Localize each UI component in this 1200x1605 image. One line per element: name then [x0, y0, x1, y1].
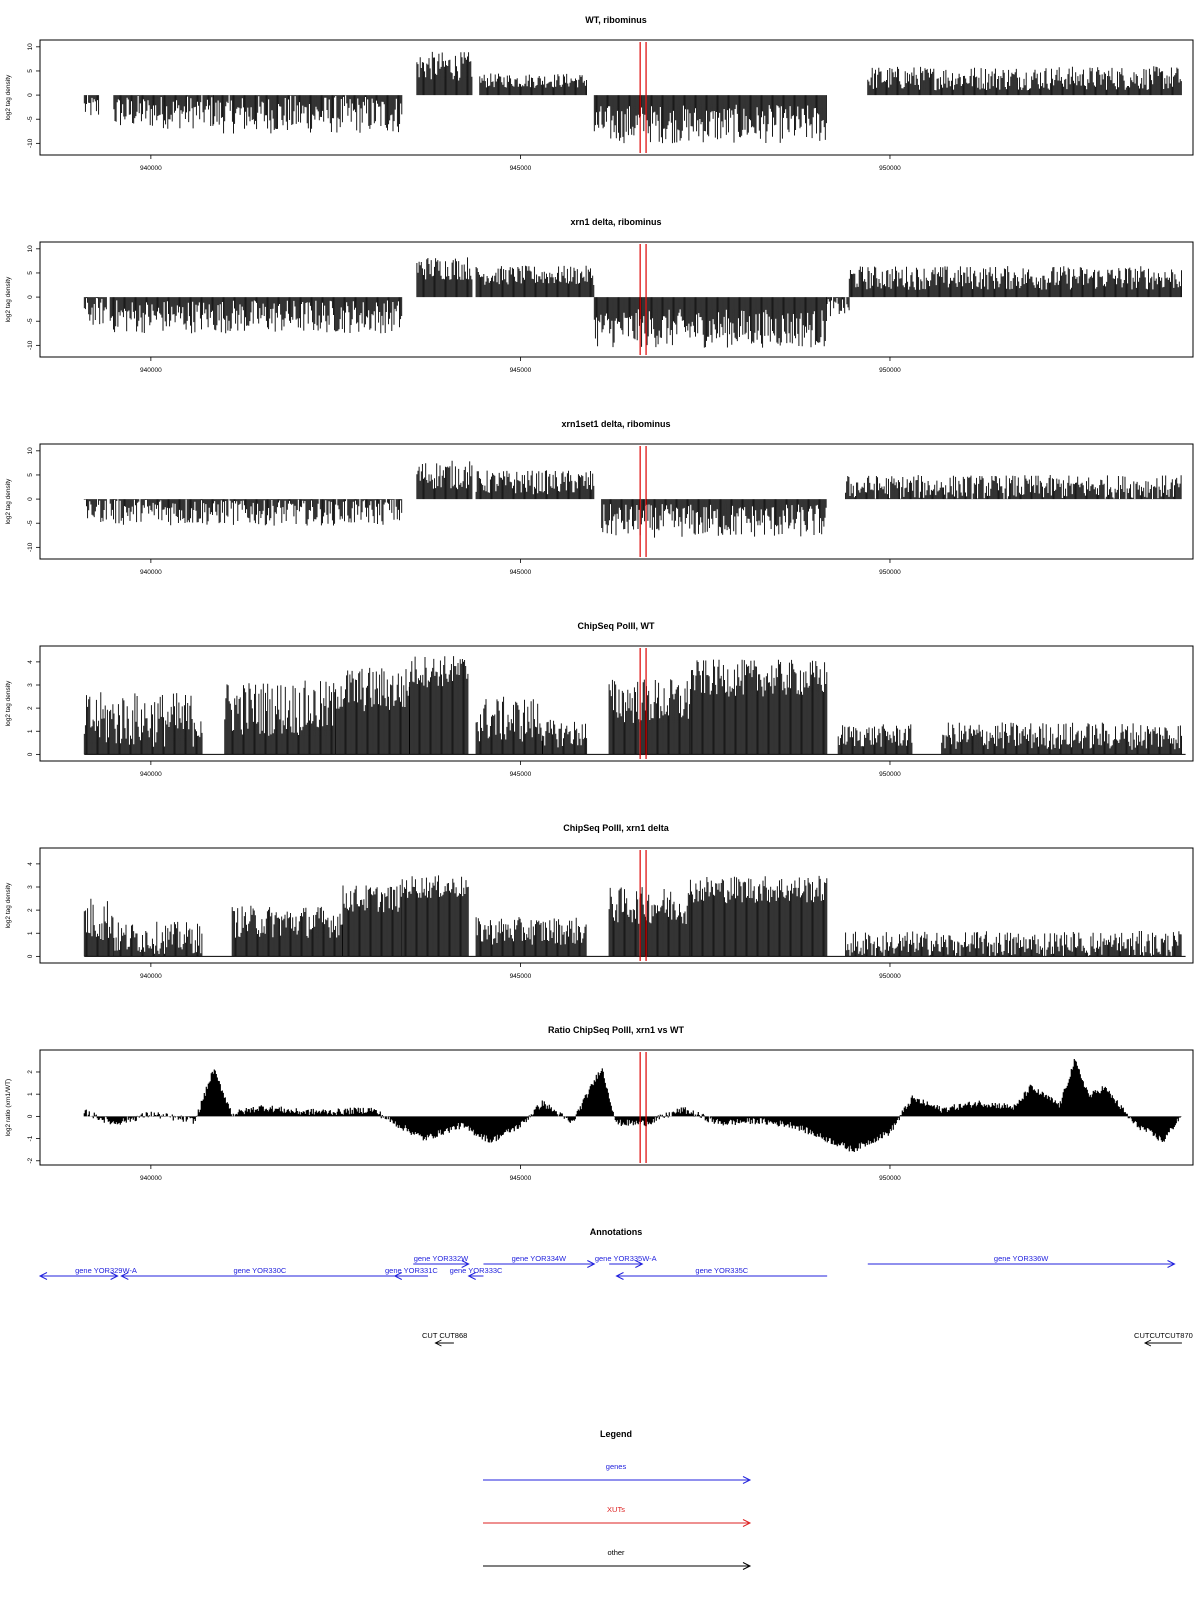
y-tick-label: 0: [27, 752, 34, 757]
y-axis: [27, 447, 40, 552]
bar-segment: [846, 931, 1182, 956]
y-tick-label: 0: [27, 295, 34, 299]
x-tick-label: 940000: [140, 569, 162, 576]
y-tick-label: 5: [27, 69, 34, 73]
bar-segment: [84, 499, 106, 522]
bar-segment: [476, 917, 586, 956]
gene-label: gene YOR332W: [413, 1254, 469, 1263]
bar-segment: [476, 470, 594, 499]
y-tick-label: -2: [27, 1157, 34, 1164]
ratio-area: [84, 1059, 1181, 1152]
y-tick-label: -10: [27, 340, 34, 351]
y-tick-label: 3: [27, 683, 34, 687]
bar-segment: [594, 297, 826, 348]
bar-segment: [868, 66, 1182, 95]
bar-segment: [84, 297, 106, 325]
bar-segment: [690, 660, 826, 755]
y-tick-label: -5: [27, 116, 34, 123]
bar-segment: [942, 723, 1182, 755]
y-axis: [27, 43, 40, 148]
y-tick-label: 10: [27, 447, 34, 455]
x-tick-label: 940000: [140, 367, 162, 374]
y-axis-label: log2 ratio (xrn1/WT): [5, 1078, 12, 1137]
bar-segment: [232, 906, 342, 957]
y-tick-label: 0: [27, 954, 34, 959]
x-tick-label: 940000: [140, 771, 162, 778]
x-tick-label: 945000: [509, 165, 532, 172]
y-tick-label: -10: [27, 138, 34, 149]
gene-track: [121, 1266, 398, 1280]
gene-track: [450, 1266, 503, 1280]
bar-segment: [476, 697, 542, 755]
panel-title: xrn1set1 delta, ribominus: [561, 419, 671, 429]
gene-label: gene YOR335C: [695, 1266, 749, 1275]
y-tick-label: -1: [27, 1135, 34, 1142]
bar-segment: [402, 875, 468, 956]
bar-segment: [84, 692, 202, 754]
x-tick-label: 940000: [140, 973, 162, 980]
data-series: [84, 875, 1185, 956]
annotations-panel: [40, 1227, 1193, 1346]
x-tick-label: 945000: [509, 771, 532, 778]
y-tick-label: 0: [27, 497, 34, 501]
other-track: [1134, 1331, 1193, 1346]
y-tick-label: 2: [27, 908, 34, 912]
y-axis: [27, 1070, 40, 1164]
gene-track: [617, 1266, 828, 1280]
bar-segment: [609, 679, 689, 754]
x-tick-label: 940000: [140, 165, 162, 172]
bar-segment: [690, 876, 826, 957]
data-series: [84, 257, 1181, 347]
bar-segment: [417, 461, 472, 499]
data-series: [84, 461, 1181, 538]
bar-segment: [476, 266, 594, 297]
y-tick-label: -5: [27, 520, 34, 527]
x-tick-label: 950000: [879, 165, 901, 172]
y-axis-label: log2 tag density: [5, 882, 12, 929]
y-tick-label: 5: [27, 271, 34, 275]
y-tick-label: -10: [27, 542, 34, 553]
bar-segment: [543, 720, 587, 755]
y-tick-label: -5: [27, 318, 34, 325]
bar-segment: [114, 95, 213, 129]
y-tick-label: 1: [27, 1092, 34, 1096]
y-axis: [27, 660, 40, 757]
gene-label: gene YOR330C: [233, 1266, 287, 1275]
bar-segment: [110, 499, 402, 525]
gene-label: gene YOR331C: [384, 1266, 438, 1275]
bar-segment: [225, 681, 335, 755]
bar-segment: [214, 95, 402, 133]
bar-segment: [84, 95, 98, 115]
x-tick-label: 950000: [879, 367, 901, 374]
bar-segment: [410, 656, 468, 754]
x-tick-label: 945000: [509, 973, 532, 980]
y-tick-label: 4: [27, 660, 34, 664]
panel-title: WT, ribominus: [585, 15, 647, 25]
x-tick-label: 945000: [509, 367, 532, 374]
bar-segment: [609, 887, 689, 956]
y-tick-label: 1: [27, 931, 34, 936]
bar-segment: [417, 257, 472, 297]
data-series: [84, 1059, 1181, 1152]
x-tick-label: 950000: [879, 569, 901, 576]
x-tick-label: 950000: [879, 771, 901, 778]
y-tick-label: 5: [27, 473, 34, 477]
x-tick-label: 940000: [140, 1175, 162, 1182]
x-tick-label: 945000: [509, 1175, 532, 1182]
y-tick-label: 4: [27, 862, 34, 866]
x-tick-label: 950000: [879, 1175, 901, 1182]
panel-4: [5, 621, 1193, 778]
other-label: CUTCUTCUT870: [1134, 1331, 1193, 1340]
gene-label: gene YOR336W: [993, 1254, 1049, 1263]
data-series: [84, 52, 1181, 143]
bar-segment: [594, 95, 826, 143]
bar-segment: [827, 297, 849, 316]
gene-label: gene YOR334W: [511, 1254, 567, 1263]
y-tick-label: 2: [27, 1070, 34, 1074]
y-tick-label: 1: [27, 729, 34, 734]
panel-6: [5, 1025, 1193, 1182]
gene-label: gene YOR329W-A: [75, 1266, 137, 1275]
legend-label: other: [607, 1548, 625, 1557]
other-label: CUT CUT868: [422, 1331, 468, 1340]
y-tick-label: 0: [27, 1114, 34, 1119]
legend-item: [483, 1548, 750, 1570]
legend-label: genes: [605, 1462, 627, 1471]
gene-track: [40, 1266, 137, 1280]
y-tick-label: 2: [27, 706, 34, 710]
other-track: [422, 1331, 467, 1346]
bar-segment: [846, 475, 1182, 499]
x-tick-label: 945000: [509, 569, 532, 576]
legend-label: XUTs: [607, 1505, 625, 1514]
y-axis-label: log2 tag density: [5, 680, 12, 727]
bar-segment: [838, 724, 912, 754]
legend-item: [483, 1462, 750, 1484]
gene-track: [595, 1254, 657, 1268]
y-axis: [27, 862, 40, 959]
bar-segment: [602, 499, 826, 537]
bar-segment: [849, 266, 1181, 297]
panel-3: [5, 419, 1193, 576]
panel-title: ChipSeq PolII, xrn1 delta: [563, 823, 669, 833]
panel-1: [5, 15, 1193, 172]
panel-5: [5, 823, 1193, 980]
legend-title: Legend: [599, 1429, 633, 1439]
y-axis-label: log2 tag density: [5, 478, 12, 525]
legend-item: [483, 1505, 750, 1527]
bar-segment: [84, 899, 113, 957]
panel-title: xrn1 delta, ribominus: [570, 217, 662, 227]
bar-segment: [480, 74, 587, 96]
bar-segment: [114, 922, 202, 957]
y-tick-label: 0: [27, 93, 34, 97]
panel-2: [5, 217, 1193, 374]
y-tick-label: 3: [27, 885, 34, 889]
panel-title: Ratio ChipSeq PolII, xrn1 vs WT: [547, 1025, 685, 1035]
bar-segment: [110, 297, 402, 333]
y-axis: [27, 245, 40, 350]
panel-title: ChipSeq PolII, WT: [577, 621, 655, 631]
bar-segment: [417, 52, 472, 95]
y-axis-label: log2 tag density: [5, 276, 12, 323]
gene-label: gene YOR335W-A: [594, 1254, 657, 1263]
y-tick-label: 10: [27, 43, 34, 51]
y-tick-label: 10: [27, 245, 34, 253]
data-series: [84, 656, 1185, 754]
legend-panel: [483, 1429, 750, 1570]
bar-segment: [336, 668, 410, 755]
gene-track: [385, 1266, 438, 1280]
annotations-title: Annotations: [589, 1227, 643, 1237]
y-axis-label: log2 tag density: [5, 74, 12, 121]
x-tick-label: 950000: [879, 973, 901, 980]
gene-track: [868, 1254, 1175, 1268]
gene-label: gene YOR333C: [449, 1266, 503, 1275]
bar-segment: [343, 885, 401, 957]
